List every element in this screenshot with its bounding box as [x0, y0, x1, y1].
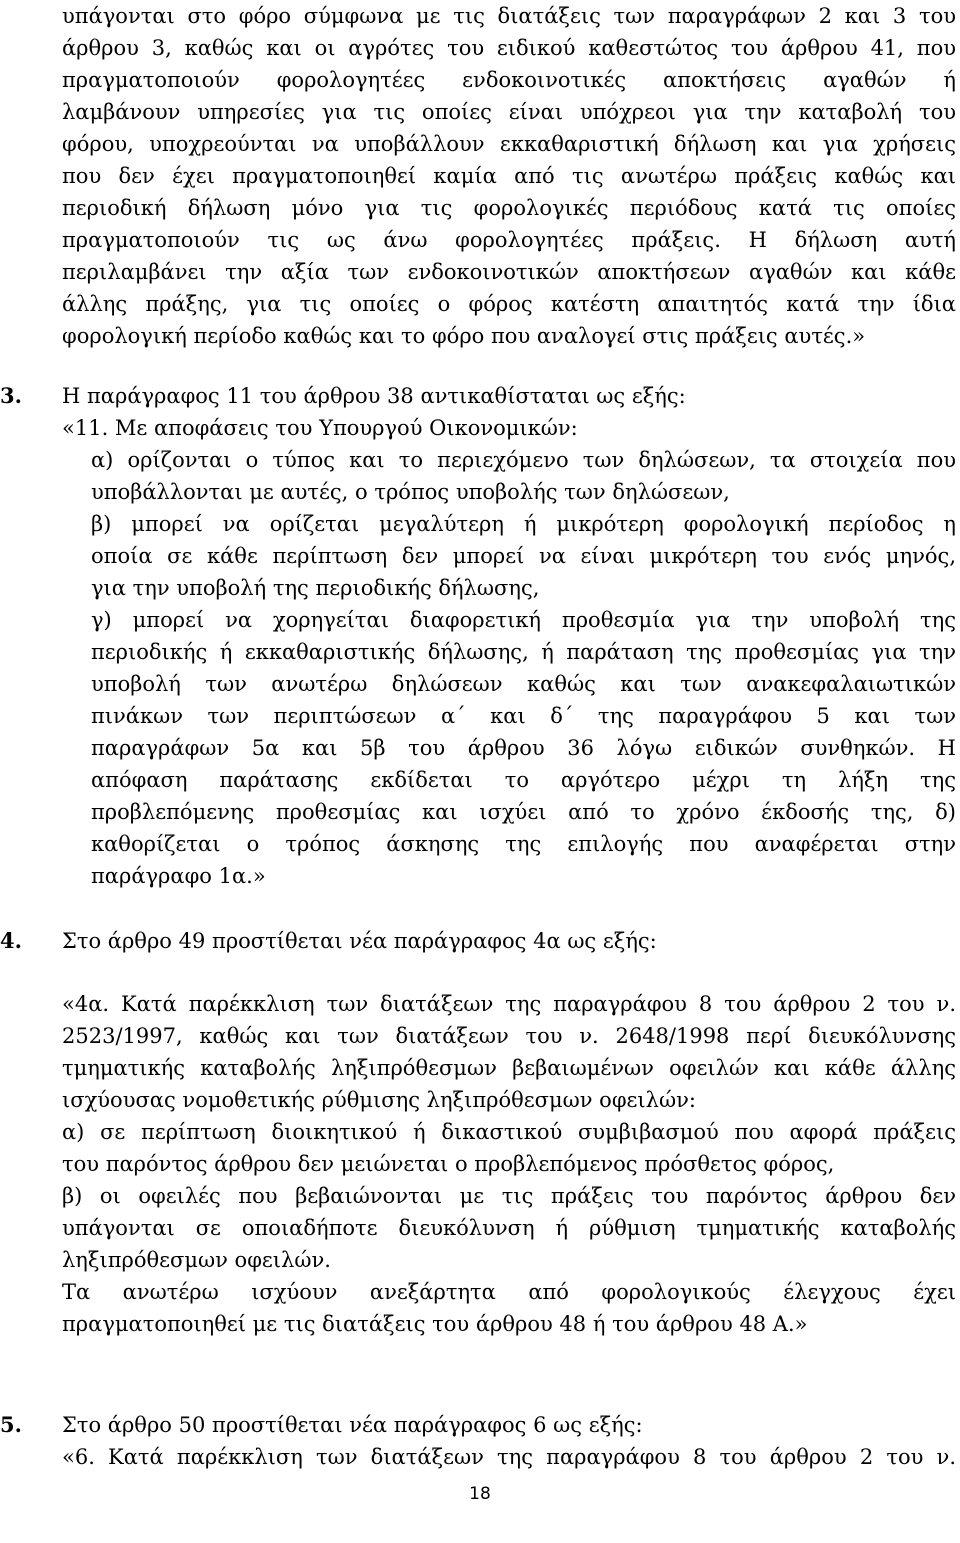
text-line: ληξιπρόθεσμων οφειλών.: [62, 1248, 331, 1272]
text-line: υποβάλλονται με αυτές, ο τρόπος υποβολής των δηλώσεων,: [91, 480, 730, 504]
text-line: πραγματοποιούν φορολογητέες ενδοκοινοτικές αποκτήσεις αγαθών ή: [62, 68, 956, 92]
text-line: υπάγονται στο φόρο σύμφωνα με τις διατάξεις των παραγράφων 2 και 3 του: [62, 4, 956, 28]
section-4-body: [62, 988, 956, 1340]
text-line: καθορίζεται ο τρόπος άσκησης της επιλογής που αναφέρεται στην: [91, 832, 956, 856]
text-line: α) ορίζονται ο τύπος και το περιεχόμενο των δηλώσεων, τα στοιχεία που: [91, 448, 956, 472]
text-line: «4α. Κατά παρέκκλιση των διατάξεων της παραγράφου 8 του άρθρου 2 του ν.: [62, 992, 956, 1016]
section-5-body: [62, 1441, 956, 1473]
text-line: α) σε περίπτωση διοικητικού ή δικαστικού συμβιβασμού που αφορά πράξεις: [62, 1120, 956, 1144]
text-line: πινάκων των περιπτώσεων α΄ και δ΄ της παραγράφου 5 και των: [91, 704, 956, 728]
text-line: Τα ανωτέρω ισχύουν ανεξάρτητα από φορολογικούς έλεγχους έχει: [62, 1280, 956, 1304]
text-line: που δεν έχει πραγματοποιηθεί καμία από τις ανωτέρω πράξεις καθώς και: [62, 164, 956, 188]
text-line: άλλης πράξης, για τις οποίες ο φόρος κατέστη απαιτητός κατά την ίδια: [62, 292, 956, 316]
section-title: Στο άρθρο 50 προστίθεται νέα παράγραφος 6 ως εξής:: [62, 1413, 643, 1437]
text-line: άρθρου 3, καθώς και οι αγρότες του ειδικού καθεστώτος του άρθρου 41, που: [62, 36, 956, 60]
text-line: περιλαμβάνει την αξία των ενδοκοινοτικών αποκτήσεων αγαθών και κάθε: [62, 260, 956, 284]
text-line: του παρόντος άρθρου δεν μειώνεται ο προβλεπόμενος πρόσθετος φόρος,: [62, 1152, 835, 1176]
text-line: λαμβάνουν υπηρεσίες για τις οποίες είναι υπόχρεοι για την καταβολή του: [62, 100, 956, 124]
section-number: 3.: [0, 383, 22, 408]
section-title: Η παράγραφος 11 του άρθρου 38 αντικαθίσταται ως εξής:: [62, 384, 686, 408]
text-line: φόρου, υποχρεούνται να υποβάλλουν εκκαθαριστική δήλωση και για χρήσεις: [62, 132, 956, 156]
section-number: 5.: [0, 1412, 22, 1437]
text-line: β) οι οφειλές που βεβαιώνονται με τις πράξεις του παρόντος άρθρου δεν: [62, 1184, 956, 1208]
text-line: «6. Κατά παρέκκλιση των διατάξεων της παραγράφου 8 του άρθρου 2 του ν.: [62, 1445, 956, 1469]
text-line: «11. Με αποφάσεις του Υπουργού Οικονομικών:: [62, 416, 578, 440]
text-line: β) μπορεί να ορίζεται μεγαλύτερη ή μικρότερη φορολογική περίοδος η: [91, 512, 956, 536]
text-line: τμηματικής καταβολής ληξιπρόθεσμων βεβαιωμένων οφειλών και κάθε άλλης: [62, 1056, 956, 1080]
text-line: οποία σε κάθε περίπτωση δεν μπορεί να είναι μικρότερη του ενός μηνός,: [91, 544, 956, 568]
section-5-heading: [0, 1409, 956, 1441]
section-3-items: [62, 444, 956, 892]
page-number: 18: [469, 1484, 491, 1504]
section-title: Στο άρθρο 49 προστίθεται νέα παράγραφος 4α ως εξής:: [62, 929, 657, 953]
text-line: πραγματοποιηθεί με τις διατάξεις του άρθρου 48 ή του άρθρου 48 Α.»: [62, 1312, 808, 1336]
text-line: παράγραφο 1α.»: [91, 864, 266, 888]
section-3-heading: [0, 380, 956, 412]
text-line: υποβολή των ανωτέρω δηλώσεων καθώς και των ανακεφαλαιωτικών: [91, 672, 956, 696]
text-line: περιοδική δήλωση μόνο για τις φορολογικές περιόδους κατά τις οποίες: [62, 196, 956, 220]
text-line: παραγράφων 5α και 5β του άρθρου 36 λόγω ειδικών συνθηκών. Η: [91, 736, 956, 760]
text-line: 2523/1997, καθώς και των διατάξεων του ν. 2648/1998 περί διευκόλυνσης: [62, 1024, 956, 1048]
text-line: φορολογική περίοδο καθώς και το φόρο που αναλογεί στις πράξεις αυτές.»: [62, 324, 866, 348]
section-number: 4.: [0, 928, 22, 953]
text-line: υπάγονται σε οποιαδήποτε διευκόλυνση ή ρύθμιση τμηματικής καταβολής: [62, 1216, 956, 1240]
text-line: για την υποβολή της περιοδικής δήλωσης,: [91, 576, 540, 600]
text-line: γ) μπορεί να χορηγείται διαφορετική προθεσμία για την υποβολή της: [91, 608, 956, 632]
text-line: απόφαση παράτασης εκδίδεται το αργότερο μέχρι τη λήξη της: [91, 768, 956, 792]
intro-paragraph: [62, 0, 956, 352]
text-line: προβλεπόμενης προθεσμίας και ισχύει από το χρόνο έκδοσής της, δ): [91, 800, 956, 824]
text-line: περιοδικής ή εκκαθαριστικής δήλωσης, ή παράταση της προθεσμίας για την: [91, 640, 956, 664]
text-line: ισχύουσας νομοθετικής ρύθμισης ληξιπρόθεσμων οφειλών:: [62, 1088, 696, 1112]
text-line: πραγματοποιούν τις ως άνω φορολογητέες πράξεις. Η δήλωση αυτή: [62, 228, 956, 252]
section-4-heading: [0, 925, 956, 957]
section-3-body: [62, 412, 956, 892]
